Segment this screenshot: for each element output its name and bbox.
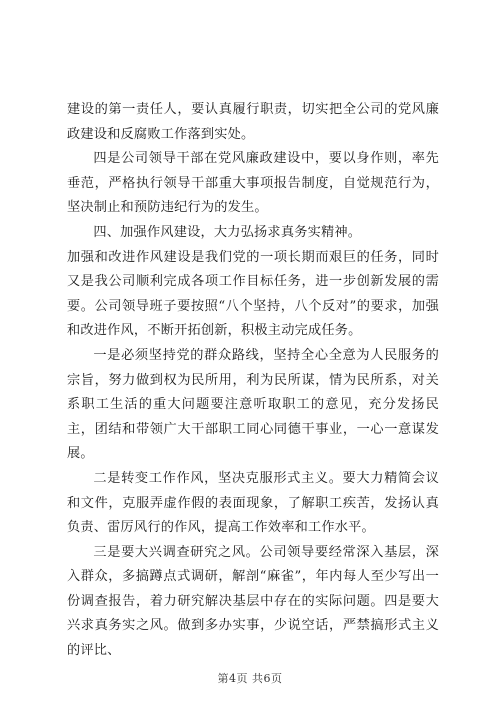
paragraph-1: 建设的第一责任人，要认真履行职责，切实把全公司的党风廉政建设和反腐败工作落到实处。 xyxy=(67,102,439,142)
document-body xyxy=(67,98,439,664)
page-number-footer: 第4页 共6页 xyxy=(217,672,283,685)
paragraph-2: 四是公司领导干部在党风廉政建设中，要以身作则，率先垂范，严格执行领导干部重大事项报告制度，自觉规范行为，坚决制止和预防违纪行为的发生。 xyxy=(67,151,439,216)
paragraph-4: 一是必须坚持党的群众路线，坚持全心全意为人民服务的宗旨，努力做到权为民所用，利为民所谋，情为民所系，对关系职工生活的重大问题要注意听取职工的意见，充分发扬民主，团结和带领广大干部职工同心同德干事业，一心一意谋发展。 xyxy=(67,347,439,462)
section-heading: 四、加强作风建设，大力弘扬求真务实精神。 xyxy=(93,224,362,240)
paragraph-5: 二是转变工作作风，坚决克服形式主义。要大力精简会议和文件，克服弄虚作假的表面现象，了解职工疾苦，发扬认真负责、雷厉风行的作风，提高工作效率和工作水平。 xyxy=(67,470,439,536)
paragraph-3: 加强和改进作风建设是我们党的一项长期而艰巨的任务，同时又是我公司顺利完成各项工作目标任务，进一步创新发展的需要。公司领导班子要按照“八个坚持，八个反对”的要求，加强和改进作风，不断开拓创新，积极主动完成任务。 xyxy=(67,249,439,339)
paragraph-6: 三是要大兴调查研究之风。公司领导要经常深入基层，深入群众，多搞蹲点式调研，解剖“麻雀”，年内每人至少写出一份调查报告，着力研究解决基层中存在的实际问题。四是要大兴求真务实之风。做到多办实事，少说空话，严禁搞形式主义的评比、 xyxy=(67,544,439,659)
